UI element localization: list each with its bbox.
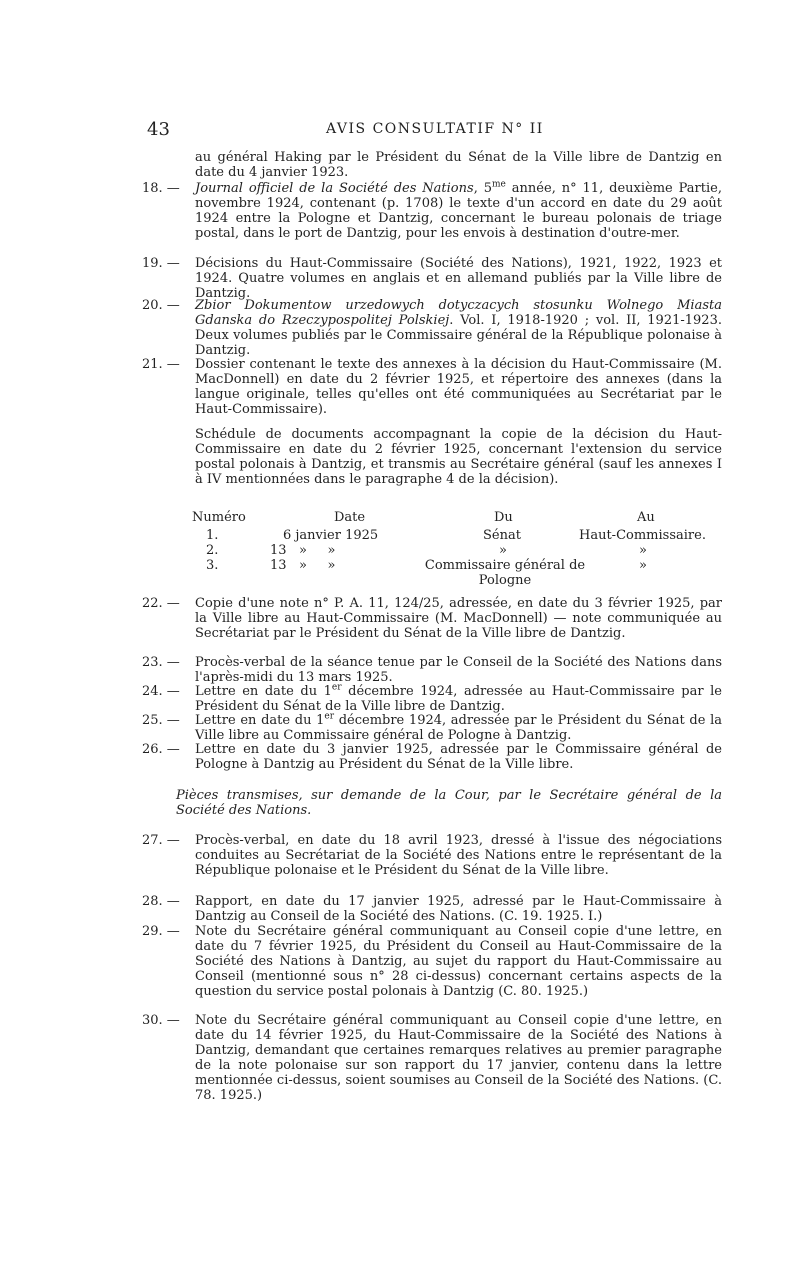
- list-item-24: [142, 684, 722, 714]
- item-number: 19. —: [142, 256, 180, 271]
- table-cell: »: [639, 558, 647, 573]
- item-body: Dossier contenant le texte des annexes à la décision du Haut-Commissaire (M. MacDonnell) en date du 2 février 1925, et répertoire des annexes (dans la langue originale, telles qu'elles ont été communiquées au Secrétariat par le Haut-Commissaire).: [195, 357, 722, 417]
- item-number: 18. —: [142, 181, 180, 196]
- list-item-30: [142, 1013, 722, 1103]
- item-title: Journal officiel de la Société des Nations: [195, 181, 474, 196]
- page-number: 43: [147, 119, 170, 140]
- item-number: 25. —: [142, 713, 180, 728]
- item-text: . Vol. I, 1918-1920 ; vol. II, 1921-1923. Deux volumes publiés par le Commissaire général de la République polonaise à Dantzig.: [195, 313, 722, 358]
- list-item-19: [142, 256, 722, 301]
- list-item-18: [142, 181, 722, 241]
- item-body: Note du Secrétaire général communiquant au Conseil copie d'une lettre, en date du 7 février 1925, du Président du Conseil au Haut-Commissaire de la Société des Nations à Dantzig, au sujet du rapport du Haut-Commissaire au Conseil (mentionné sous n° 28 ci-dessus) concernant certains aspects de la question du service postal polonais à Dantzig (C. 80. 1925.): [195, 924, 722, 999]
- item-body: Lettre en date du 3 janvier 1925, adressée par le Commissaire général de Pologne à Dantzig au Président du Sénat de la Ville libre.: [195, 742, 722, 772]
- running-title: AVIS CONSULTATIF N° II: [326, 121, 544, 137]
- item-body: Procès-verbal, en date du 18 avril 1923, dressé à l'issue des négociations conduites au Secrétariat de la Société des Nations entre le représentant de la République polonaise et le Président du Sénat de la Ville libre.: [195, 833, 722, 878]
- table-cell: 13 » »: [270, 543, 336, 558]
- table-cell: 6 janvier 1925: [283, 528, 379, 543]
- item-body: [195, 298, 722, 358]
- table-header-numero: Numéro: [192, 510, 246, 525]
- item-number: 23. —: [142, 655, 180, 670]
- table-cell: Commissaire général de Pologne: [424, 558, 586, 588]
- table-cell: 2.: [206, 543, 219, 558]
- list-item-29: [142, 924, 722, 999]
- superscript: er: [331, 682, 342, 693]
- continuation-text: au général Haking par le Président du Sénat de la Ville libre de Dantzig en date du 4 janvier 1923.: [195, 150, 722, 180]
- superscript: er: [324, 711, 335, 722]
- list-item-28: [142, 894, 722, 924]
- section-heading: Pièces transmises, sur demande de la Cour, par le Secrétaire général de la Société des Nations.: [176, 788, 722, 818]
- item-title: Zbior Dokumentow urzedowych dotyczacych stosunku Wolnego Miasta Gdanska do Rzeczypospolitej Polskiej: [195, 298, 722, 328]
- table-header-au: Au: [637, 510, 655, 525]
- item-number: 24. —: [142, 684, 180, 699]
- table-cell: Haut-Commissaire.: [579, 528, 706, 543]
- item-number: 27. —: [142, 833, 180, 848]
- item-number: 21. —: [142, 357, 180, 372]
- schedule-paragraph: Schédule de documents accompagnant la copie de la décision du Haut-Commissaire en date du 2 février 1925, concernant l'extension du service postal polonais à Dantzig, et transmis au Secrétaire général (sauf les annexes I à IV mentionnées dans le paragraphe 4 de la décision).: [195, 427, 722, 487]
- item-body: [195, 713, 722, 743]
- item-body: Procès-verbal de la séance tenue par le Conseil de la Société des Nations dans l'après-midi du 13 mars 1925.: [195, 655, 722, 685]
- list-item-22: [142, 596, 722, 641]
- list-item-20: [142, 298, 722, 358]
- item-number: 22. —: [142, 596, 180, 611]
- item-text: , 5: [473, 181, 493, 196]
- list-item-26: [142, 742, 722, 772]
- list-item-21: [142, 357, 722, 417]
- table-cell: 1.: [206, 528, 219, 543]
- superscript: me: [492, 179, 506, 190]
- item-body: [195, 181, 722, 241]
- item-text: Lettre en date du 1: [195, 684, 332, 699]
- table-cell: 3.: [206, 558, 219, 573]
- item-body: Rapport, en date du 17 janvier 1925, adressé par le Haut-Commissaire à Dantzig au Conseil de la Société des Nations. (C. 19. 1925. I.): [195, 894, 722, 924]
- table-cell: 13 » »: [270, 558, 336, 573]
- table-cell: »: [499, 543, 507, 558]
- list-item-27: [142, 833, 722, 878]
- item-text: Lettre en date du 1: [195, 713, 325, 728]
- item-number: 30. —: [142, 1013, 180, 1028]
- item-number: 26. —: [142, 742, 180, 757]
- item-number: 28. —: [142, 894, 180, 909]
- item-body: Copie d'une note n° P. A. 11, 124/25, adressée, en date du 3 février 1925, par la Ville libre au Haut-Commissaire (M. MacDonnell) — note communiquée au Secrétariat par le Président du Sénat de la Ville libre de Dantzig.: [195, 596, 722, 641]
- item-body: Note du Secrétaire général communiquant au Conseil copie d'une lettre, en date du 14 février 1925, du Haut-Commissaire de la Société des Nations à Dantzig, demandant que certaines remarques relatives au premier paragraphe de la note polonaise sur son rapport du 17 janvier, contenu dans la lettre mentionnée ci-dessus, soient soumises au Conseil de la Société des Nations. (C. 78. 1925.): [195, 1013, 722, 1103]
- item-text: décembre 1924, adressée par le Président du Sénat de la Ville libre au Commissaire général de Pologne à Dantzig.: [195, 713, 723, 743]
- table-header-du: Du: [494, 510, 513, 525]
- item-text: décembre 1924, adressée au Haut-Commissaire par le Président du Sénat de la Ville libre de Dantzig.: [195, 684, 722, 714]
- item-number: 29. —: [142, 924, 180, 939]
- list-item-23: [142, 655, 722, 685]
- list-item-25: [142, 713, 722, 743]
- table-header-date: Date: [334, 510, 366, 525]
- table-cell: »: [639, 543, 647, 558]
- item-body: [195, 684, 722, 714]
- table-cell: Sénat: [483, 528, 521, 543]
- item-body: Décisions du Haut-Commissaire (Société des Nations), 1921, 1922, 1923 et 1924. Quatre volumes en anglais et en allemand publiés par la Ville libre de Dantzig.: [195, 256, 722, 301]
- item-number: 20. —: [142, 298, 180, 313]
- item-text: année, n° 11, deuxième Partie, novembre 1924, contenant (p. 1708) le texte d'un accord en date du 29 août 1924 entre la Pologne et Dantzig, concernant le bureau polonais de triage postal, dans le port de Dantzig, pour les envois à destination d'outre-mer.: [195, 181, 722, 241]
